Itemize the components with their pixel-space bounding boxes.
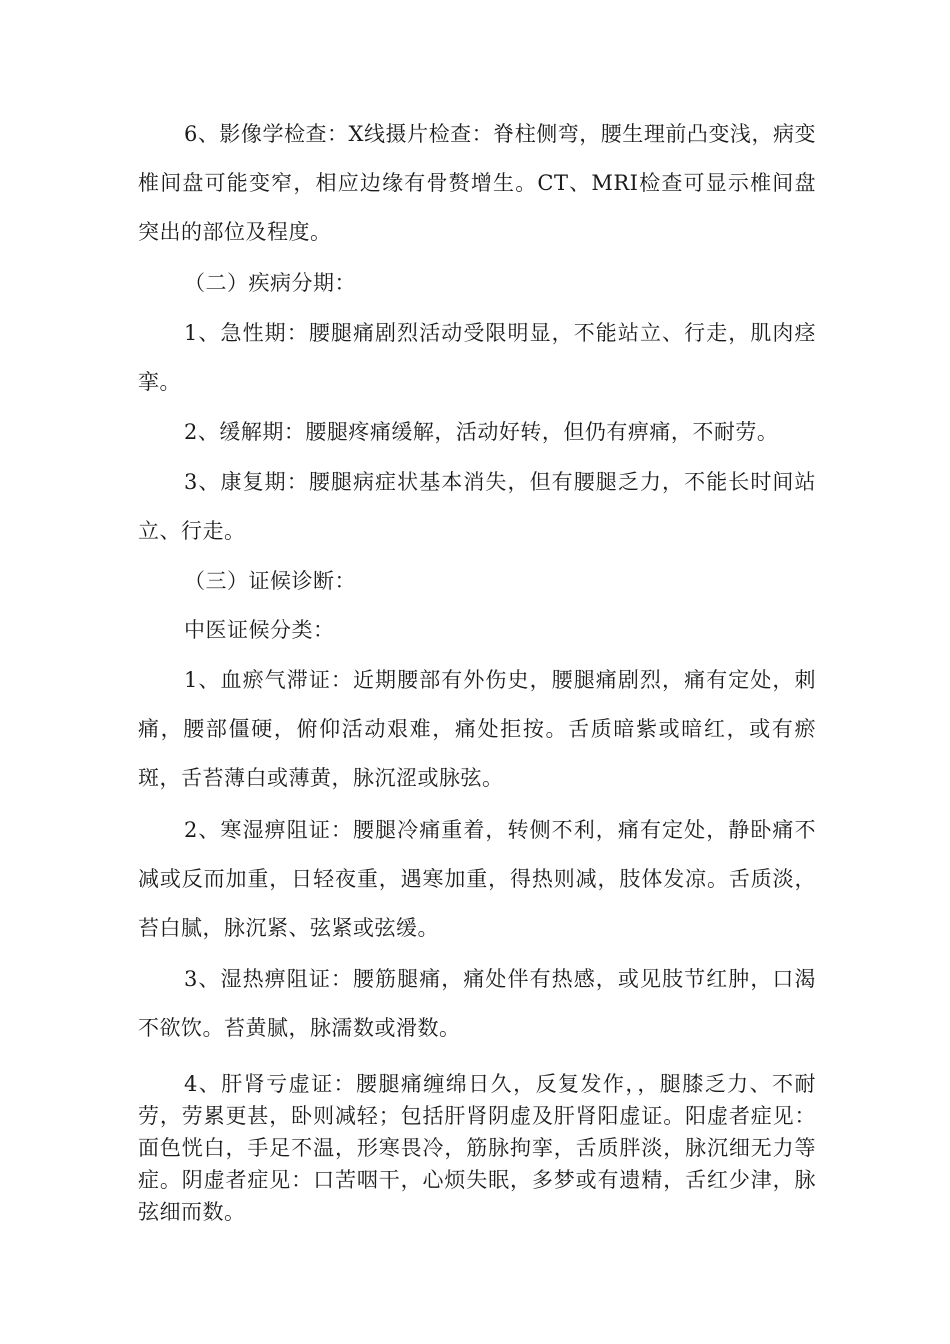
paragraph-liver-kidney-deficiency-syndrome: 4、肝肾亏虚证：腰腿痛缠绵日久，反复发作，，腿膝乏力、不耐劳，劳累更甚，卧则减轻；包括肝肾阴虚及肝肾阳虚证。阳虚者症见：面色恍白，手足不温，形寒畏冷，筋脉拘挛，舌质胖淡，脉沉细无力等症。阴虚者症见：口苦咽干，心烦失眠，多梦或有遗精，舌红少津，脉弦细而数。 [138, 1072, 816, 1224]
paragraph-acute-stage: 1、急性期：腰腿痛剧烈活动受限明显，不能站立、行走，肌肉痉挛。 [138, 321, 816, 394]
section-heading-disease-staging: （二）疾病分期： [184, 271, 356, 295]
paragraph-damp-heat-syndrome: 3、湿热痹阻证：腰筋腿痛，痛处伴有热感，或见肢节红肿，口渴不欲饮。苔黄腻，脉濡数或滑数。 [138, 967, 816, 1040]
paragraph-imaging-exam: 6、影像学检查：X线摄片检查：脊柱侧弯，腰生理前凸变浅，病变椎间盘可能变窄，相应边缘有骨赘增生。CT、MRI检查可显示椎间盘突出的部位及程度。 [138, 122, 816, 244]
paragraph-cold-damp-syndrome: 2、寒湿痹阻证：腰腿冷痛重着，转侧不利，痛有定处，静卧痛不减或反而加重，日轻夜重，遇寒加重，得热则减，肢体发凉。舌质淡，苔白腻，脉沉紧、弦紧或弦缓。 [138, 818, 816, 940]
section-heading-syndrome-diagnosis: （三）证候诊断： [184, 569, 356, 593]
paragraph-remission-stage: 2、缓解期：腰腿疼痛缓解，活动好转，但仍有痹痛，不耐劳。 [184, 420, 779, 444]
subheading-tcm-syndrome-classification: 中医证候分类： [184, 618, 335, 642]
paragraph-recovery-stage: 3、康复期：腰腿病症状基本消失，但有腰腿乏力，不能长时间站立、行走。 [138, 470, 816, 543]
paragraph-blood-stasis-syndrome: 1、血瘀气滞证：近期腰部有外伤史，腰腿痛剧烈，痛有定处，刺痛，腰部僵硬，俯仰活动艰难，痛处拒按。舌质暗紫或暗红，或有瘀斑，舌苔薄白或薄黄，脉沉涩或脉弦。 [138, 668, 816, 790]
